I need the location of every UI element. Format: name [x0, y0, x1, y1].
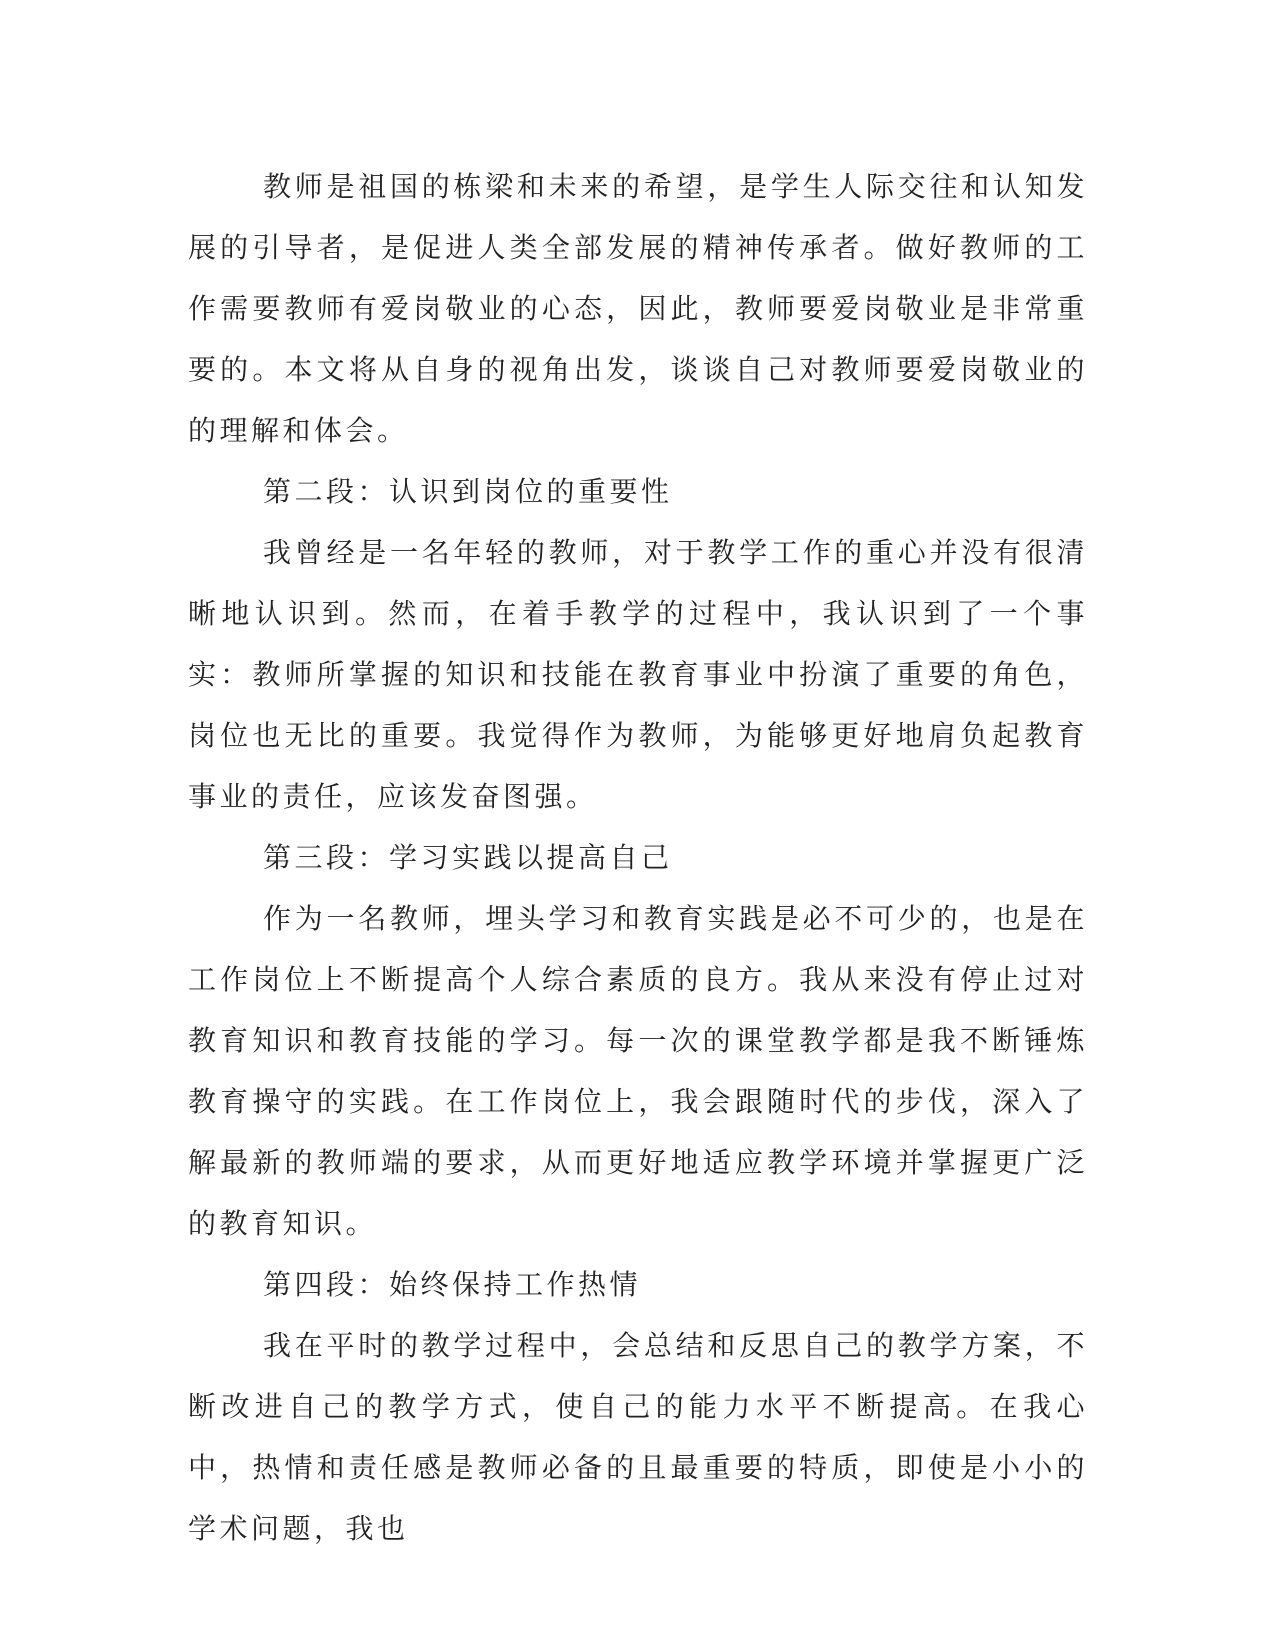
section-heading-3: 第三段：学习实践以提高自己 [263, 841, 673, 874]
section-heading-2: 第二段：认识到岗位的重要性 [263, 475, 673, 508]
paragraph-intro: 教师是祖国的栋梁和未来的希望，是学生人际交往和认知发展的引导者，是促进人类全部发展的精神传承者。做好教师的工作需要教师有爱岗敬业的心态，因此，教师要爱岗敬业是非常重要的。本文将从自身的视角出发，谈谈自己对教师要爱岗敬业的的理解和体会。 [188, 170, 1088, 447]
paragraph-section-3: 作为一名教师，埋头学习和教育实践是必不可少的，也是在工作岗位上不断提高个人综合素质的良方。我从来没有停止过对教育知识和教育技能的学习。每一次的课堂教学都是我不断锤炼教育操守的实践。在工作岗位上，我会跟随时代的步伐，深入了解最新的教师端的要求，从而更好地适应教学环境并掌握更广泛的教育知识。 [188, 902, 1088, 1240]
section-heading-4: 第四段：始终保持工作热情 [263, 1268, 642, 1301]
paragraph-section-4: 我在平时的教学过程中，会总结和反思自己的教学方案，不断改进自己的教学方式，使自己的能力水平不断提高。在我心中，热情和责任感是教师必备的且最重要的特质，即使是小小的学术问题，我也 [188, 1329, 1088, 1545]
document-body [188, 156, 1088, 1559]
paragraph-section-2: 我曾经是一名年轻的教师，对于教学工作的重心并没有很清晰地认识到。然而，在着手教学的过程中，我认识到了一个事实：教师所掌握的知识和技能在教育事业中扮演了重要的角色，岗位也无比的重要。我觉得作为教师，为能够更好地肩负起教育事业的责任，应该发奋图强。 [188, 536, 1088, 813]
